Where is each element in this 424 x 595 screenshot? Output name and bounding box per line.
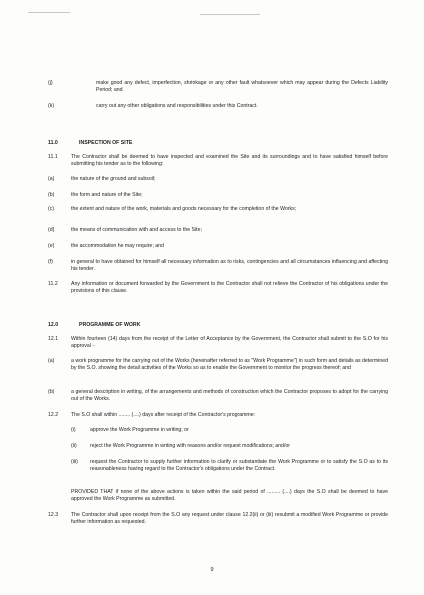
section-title: INSPECTION OF SITE (79, 140, 133, 146)
section-number: 12.0 (48, 322, 59, 328)
item-text: make good any defect, imperfection, shrinkage or any other fault whatsoever which may appear during the Defects Liability Period; and (96, 80, 388, 93)
item-text: the extent and nature of the work, materials and goods necessary for the completion of the Works; (71, 206, 297, 212)
sub-item-text: request the Contractor to supply further information to clarify or substantiate the Work Programme or to satisfy the S.O as to its reasonableness having regard to the Contractor's obligations under the Contract. (90, 459, 388, 472)
sub-item-label: (ii) (71, 443, 77, 449)
clause-text: The Contractor shall be deemed to have inspected and examined the Site and its surroundings and to have satisfied himself before submitting his tender as to the following: (71, 154, 388, 167)
item-text: the accommodation he may require; and (71, 243, 164, 249)
item-text: the nature of the ground and subsoil; (71, 176, 156, 182)
item-label: (b) (48, 389, 55, 395)
item-text: a work programme for the carrying out of the Works (hereinafter referred to as "Work Programme") in such form and details as determined by the S.O. showing the detail activities of the Works so as to enable the Government to monitor the progress thereof; and (71, 358, 388, 371)
item-label: (f) (48, 259, 53, 265)
item-label: (c) (48, 206, 55, 212)
sub-item-label: (iii) (71, 459, 78, 465)
item-label: (a) (48, 176, 55, 182)
clause-number: 11.2 (48, 281, 58, 287)
item-label: (b) (48, 192, 55, 198)
item-label: (d) (48, 227, 55, 233)
clause-text: Within fourteen (14) days from the receipt of the Letter of Acceptance by the Government, the Contractor shall submit to the S.O for his approval - (71, 336, 388, 349)
item-label: (e) (48, 243, 55, 249)
clause-number: 12.3 (48, 512, 59, 518)
scan-artifact (200, 14, 260, 15)
page-number: 9 (210, 567, 214, 573)
clause-number: 12.1 (48, 336, 59, 342)
sub-item-text: reject the Work Programme in writing with reasons and/or request modifications; and/or (90, 443, 290, 449)
section-number: 11.0 (48, 140, 58, 146)
item-label: (a) (48, 358, 55, 364)
scan-artifact (28, 12, 70, 13)
section-title: PROGRAMME OF WORK (79, 322, 141, 328)
item-text: in general to have obtained for himself all necessary information as to risks, contingencies and all circumstances influencing and affecting his tender. (71, 259, 388, 272)
item-label: (k) (48, 103, 55, 109)
sub-item-text: approve the Work Programme in writing; or (90, 427, 189, 433)
clause-number: 11.1 (48, 154, 58, 160)
proviso-text: PROVIDED THAT if none of the above actions is taken within the said period of ......... (....) days the S.O shall be deemed to have approved the Work Programme as submitted. (71, 489, 388, 502)
item-text: the means of communication with and access to the Site; (71, 227, 202, 233)
clause-text: The S.O shall within ........ (....) days after receipt of the Contractor's programme: (71, 412, 256, 418)
clause-text: The Contractor shall upon receipt from the S.O any request under clause 12.2(ii) or (iii) resubmit a modified Work Programme or provide further information as requested. (71, 512, 388, 525)
clause-number: 12.2 (48, 412, 59, 418)
item-label: (j) (48, 80, 53, 86)
item-text: the form and nature of the Site; (71, 192, 143, 198)
sub-item-label: (i) (71, 427, 76, 433)
clause-text: Any information or document forwarded by the Government to the Contractor shall not relieve the Contractor of his obligations under the provisions of this clause. (71, 281, 388, 294)
item-text: carry out any other obligations and responsibilities under this Contract. (96, 103, 258, 109)
item-text: a general description in writing, of the arrangements and methods of construction which the Contractor proposes to adopt for the carrying out of the Works. (71, 389, 388, 402)
